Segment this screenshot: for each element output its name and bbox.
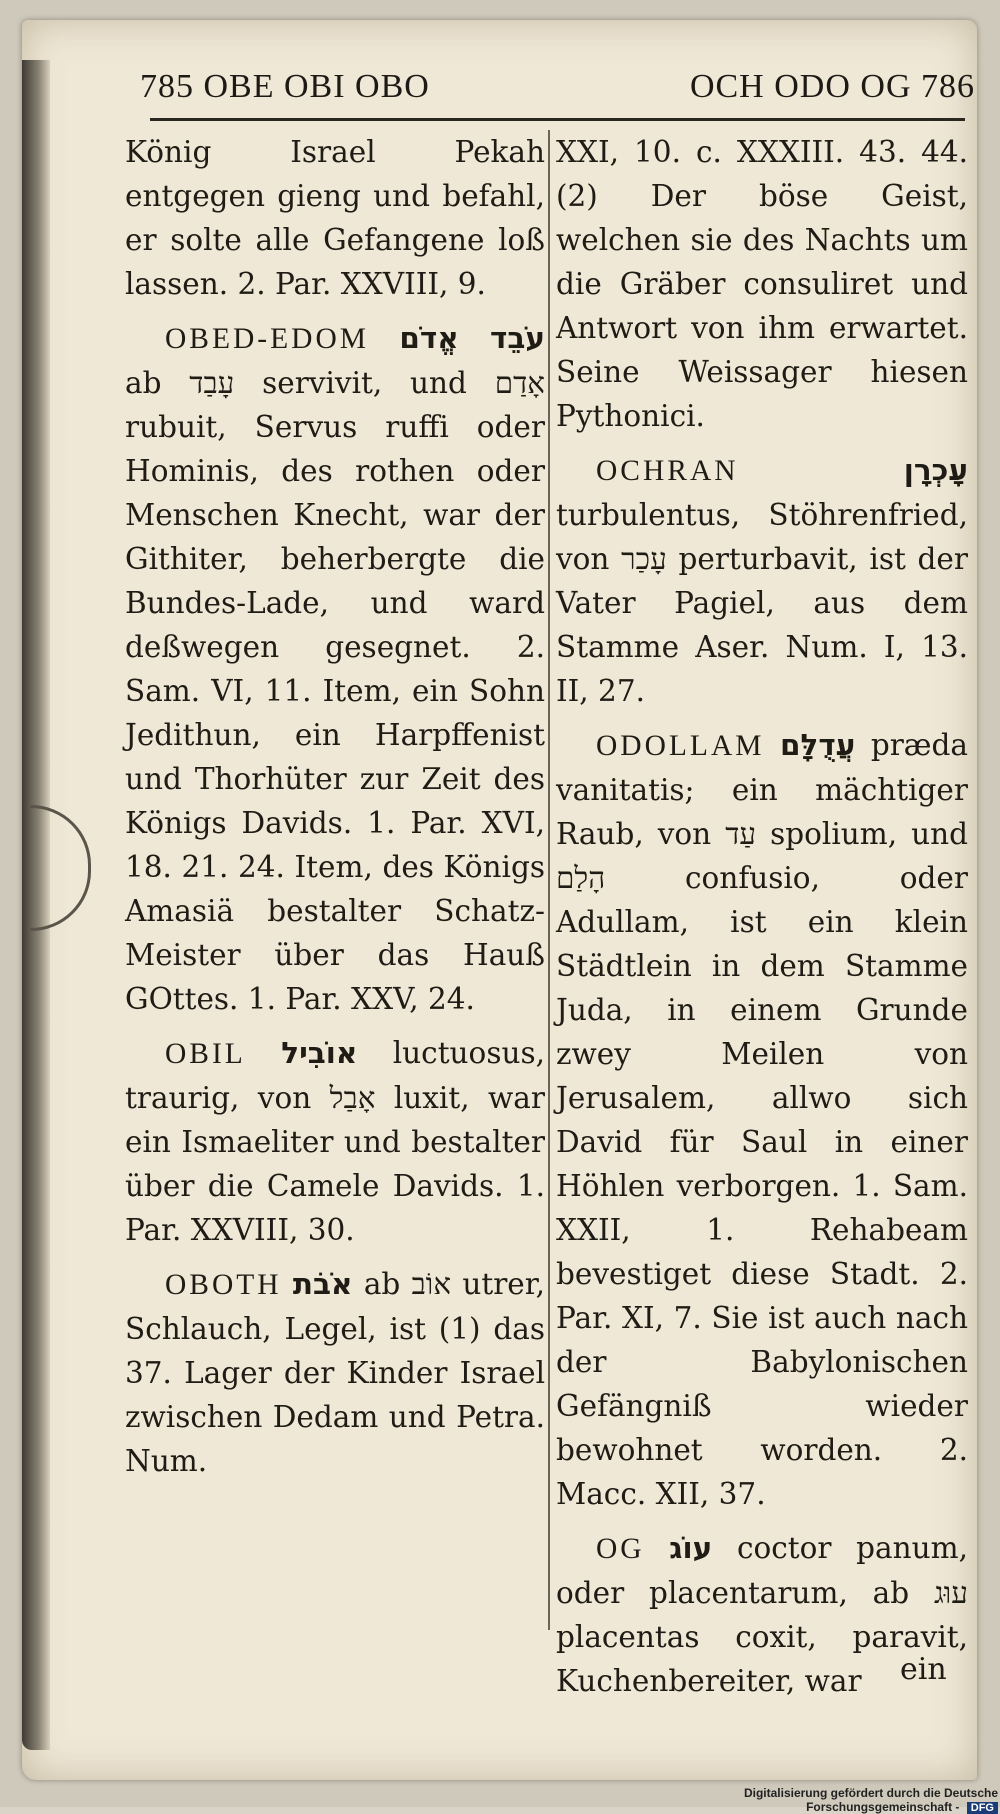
entry-lemma: OG: [596, 1533, 645, 1565]
header-left: 785 OBE OBI OBO: [140, 68, 430, 105]
header-rule: [150, 118, 965, 121]
catchword: ein: [900, 1652, 947, 1687]
clasp-loop: [30, 805, 91, 931]
entry-text: ab עָבַד servivit, und אָדַם rubuit, Servus ruffi oder Hominis, des rothen oder Menschen Knecht, war der Githiter, beherbergte die Bundes-Lade, und ward deßwegen gesegnet. 2. Sam. VI, 11. Item, ein Sohn Jedithun, ein Harpffenist und Thorhüter zur Zeit des Königs Davids. 1. Par. XVI, 18. 21. 24. Item, des Königs Amasiä bestalter Schatz-Meister über das Hauß GOttes. 1. Par. XXV, 24.: [125, 366, 545, 1016]
entry-lemma: OBED-EDOM: [165, 323, 369, 355]
entry-hebrew: עָכְרָן: [903, 453, 968, 487]
entry-lemma: OBOTH: [165, 1269, 282, 1301]
entry-text: XXI, 10. c. XXXIII. 43. 44. (2) Der böse Geist, welchen sie des Nachts um die Gräber consuliret und Antwort von ihm erwartet. Seine Weissager hiesen Pythonici.: [556, 135, 968, 433]
entry-oboth: [125, 1262, 545, 1483]
entry-lemma: OBIL: [165, 1038, 246, 1070]
entry-hebrew: אֹבֹת: [292, 1267, 353, 1301]
entry-lemma: OCHRAN: [596, 455, 739, 487]
left-column: [125, 130, 545, 1493]
entry-ochran: [556, 448, 968, 713]
right-column: [556, 130, 968, 1713]
entry-continuation: [125, 130, 545, 306]
running-header: [140, 68, 975, 118]
entry-hebrew: עוֹג: [669, 1531, 713, 1565]
entry-obil: [125, 1031, 545, 1252]
entry-lemma: ODOLLAM: [596, 730, 765, 762]
entry-text: ab אוֹב utrer, Schlauch, Legel, ist (1) das 37. Lager der Kinder Israel zwischen Dedam und Petra. Num.: [125, 1267, 545, 1478]
entry-hebrew: עֲדֻלָּם: [779, 728, 856, 762]
entry-text: turbulentus, Stöhrenfried, von עָכַר perturbavit, ist der Vater Pagiel, aus dem Stamme Aser. Num. I, 13. II, 27.: [556, 498, 968, 708]
entry-hebrew: עֹבֵד אֱדֹם: [399, 321, 545, 355]
entry-text: coctor panum, oder placentarum, ab עוּג placentas coxit, paravit, Kuchenbereiter, war: [556, 1531, 968, 1698]
footer-text: Digitalisierung gefördert durch die Deutsche Forschungsgemeinschaft -: [743, 1786, 998, 1814]
entry-continuation: [556, 130, 968, 438]
entry-text: luctuosus, traurig, von אָבַל luxit, war ein Ismaeliter und bestalter über die Camele Davids. 1. Par. XXVIII, 30.: [125, 1036, 545, 1247]
entry-obed-edom: [125, 316, 545, 1021]
entry-text: præda vanitatis; ein mächtiger Raub, von עַד spolium, und הָלַם confusio, oder Adullam, ist ein klein Städtlein in dem Stamme Juda, in einem Grunde zwey Meilen von Jerusalem, allwo sich David für Saul in einer Höhlen verborgen. 1. Sam. XXII, 1. Rehabeam bevestiget diese Stadt. 2. Par. XI, 7. Sie ist auch nach der Babylonischen Gefängniß wieder bewohnet worden. 2. Macc. XII, 37.: [556, 728, 969, 1511]
header-right: OCH ODO OG 786: [689, 68, 975, 105]
entry-odollam: [556, 723, 968, 1516]
dfg-logo: DFG: [967, 1802, 998, 1814]
digitization-footer: [600, 1786, 998, 1814]
entry-text: König Israel Pekah entgegen gieng und befahl, er solte alle Gefangene loß lassen. 2. Par. XXVIII, 9.: [125, 135, 545, 301]
column-divider: [548, 130, 550, 1630]
entry-hebrew: אוֹבִיל: [281, 1036, 358, 1070]
